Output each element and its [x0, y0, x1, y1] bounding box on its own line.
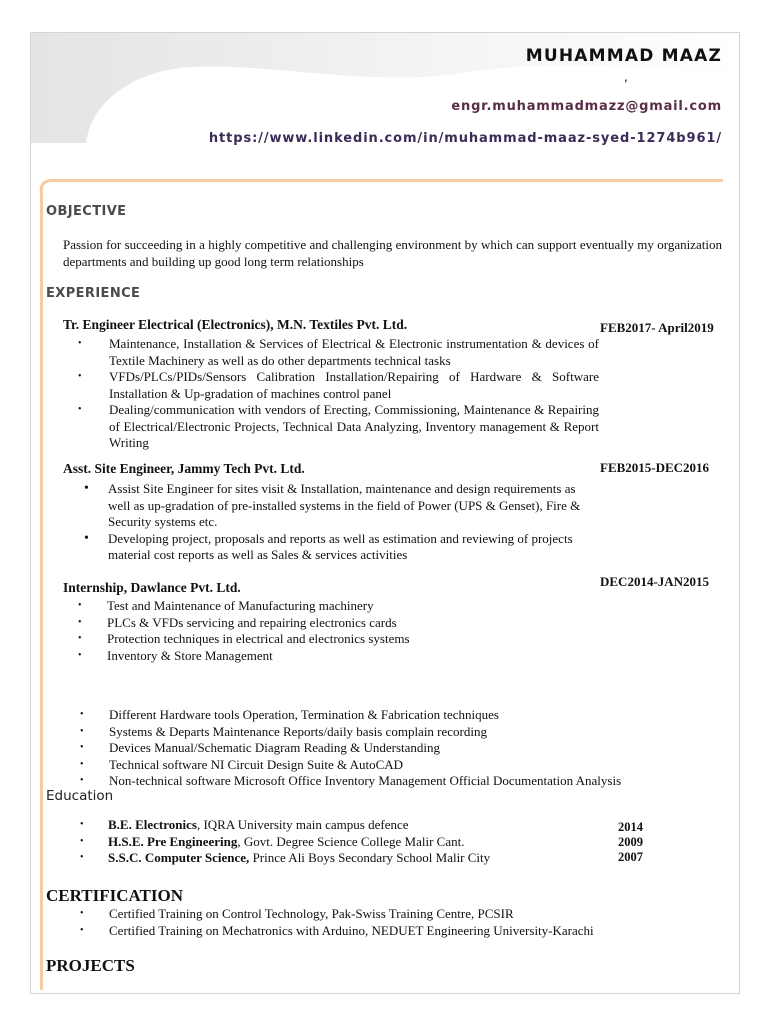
job-date: FEB2015-DEC2016 — [600, 460, 710, 475]
name-comma: , — [624, 70, 628, 84]
list-item: • Dealing/communication with vendors of Erecting, Commissioning, Maintenance & Repairing of Electrical/Electronic Projects, Technical Data Analyzing, Inventory management & Report Writing — [78, 402, 599, 450]
degree: H.S.E. Pre Engineering — [108, 834, 238, 849]
list-item: • Certified Training on Mechatronics with Arduino, NEDUET Engineering University-Karachi — [80, 922, 594, 938]
candidate-name: MUHAMMAD MAAZ — [525, 46, 722, 66]
list-item: • Technical software NI Circuit Design Suite & AutoCAD — [80, 756, 404, 772]
left-border-line — [40, 188, 43, 990]
list-item: • Devices Manual/Schematic Diagram Reading & Understanding — [80, 740, 441, 755]
education-year: 2007 — [618, 850, 643, 864]
list-item: • Maintenance, Installation & Services of Electrical & Electronic instrumentation & devices of Textile Machinery as well as do other departments technical tasks — [78, 336, 599, 368]
list-item: • Assist Site Engineer for sites visit & Installation, maintenance and design requirements as well as up-gradation of pre-installed systems in the field of Power (UPS & Genset), Fire & Security systems etc. — [84, 481, 581, 529]
job-bullets — [84, 481, 592, 564]
degree: S.S.C. Computer Science, — [108, 850, 250, 865]
objective-text: Passion for succeeding in a highly competitive and challenging environment by which can support eventually my organization departments and building up good long term relationships — [63, 237, 722, 269]
list-item: • S.S.C. Computer Science, Prince Ali Boys Secondary School Malir City — [80, 850, 491, 865]
certification-list — [80, 906, 700, 939]
list-item: • Test and Maintenance of Manufacturing machinery — [78, 598, 374, 613]
divider-line — [50, 179, 723, 182]
education-year: 2014 — [618, 820, 643, 834]
list-item: • Developing project, proposals and reports as well as estimation and reviewing of projects material cost reports as well as Sales & services activities — [84, 530, 573, 562]
skills-list — [80, 707, 720, 790]
corner-curve-decoration — [38, 176, 54, 192]
degree: B.E. Electronics — [108, 817, 197, 832]
job-bullets — [78, 336, 599, 452]
job-title-bold: Internship — [63, 580, 124, 595]
job-date: FEB2017- April2019 — [600, 320, 714, 335]
job-title — [63, 580, 241, 596]
education-list — [80, 817, 600, 866]
projects-heading: PROJECTS — [46, 956, 135, 975]
list-item: • H.S.E. Pre Engineering, Govt. Degree Science College Malir Cant. — [80, 834, 465, 849]
job-title: Asst. Site Engineer, Jammy Tech Pvt. Ltd. — [63, 461, 305, 476]
email-link[interactable]: engr.muhammadmazz@gmail.com — [451, 99, 722, 114]
list-item: • PLCs & VFDs servicing and repairing electronics cards — [78, 614, 397, 630]
list-item: • Protection techniques in electrical and electronics systems — [78, 631, 410, 646]
job-title: Tr. Engineer Electrical (Electronics), M.N. Textiles Pvt. Ltd. — [63, 317, 408, 332]
list-item: • Systems & Departs Maintenance Reports/daily basis complain recording — [80, 723, 487, 739]
job-bullets — [78, 598, 598, 664]
job-date: DEC2014-JAN2015 — [600, 574, 710, 589]
list-item: • Non-technical software Microsoft Office Inventory Management Official Documentation Analysis — [80, 773, 622, 788]
education-year: 2009 — [618, 835, 643, 849]
list-item: • Certified Training on Control Technology, Pak-Swiss Training Centre, PCSIR — [80, 906, 514, 921]
education-heading: Education — [46, 788, 114, 804]
linkedin-link[interactable]: https://www.linkedin.com/in/muhammad-maaz-syed-1274b961/ — [208, 131, 722, 146]
list-item: • Inventory & Store Management — [78, 647, 273, 663]
objective-heading: OBJECTIVE — [46, 204, 127, 219]
job-title-rest: , Dawlance Pvt. Ltd. — [123, 580, 241, 595]
list-item: • VFDs/PLCs/PIDs/Sensors Calibration Installation/Repairing of Hardware & Software Installation & Up-gradation of machines control panel — [78, 369, 599, 401]
list-item: • B.E. Electronics, IQRA University main campus defence — [80, 817, 409, 832]
certification-heading: CERTIFICATION — [46, 886, 183, 905]
list-item: • Different Hardware tools Operation, Termination & Fabrication techniques — [80, 707, 499, 722]
experience-heading: EXPERIENCE — [46, 286, 141, 301]
